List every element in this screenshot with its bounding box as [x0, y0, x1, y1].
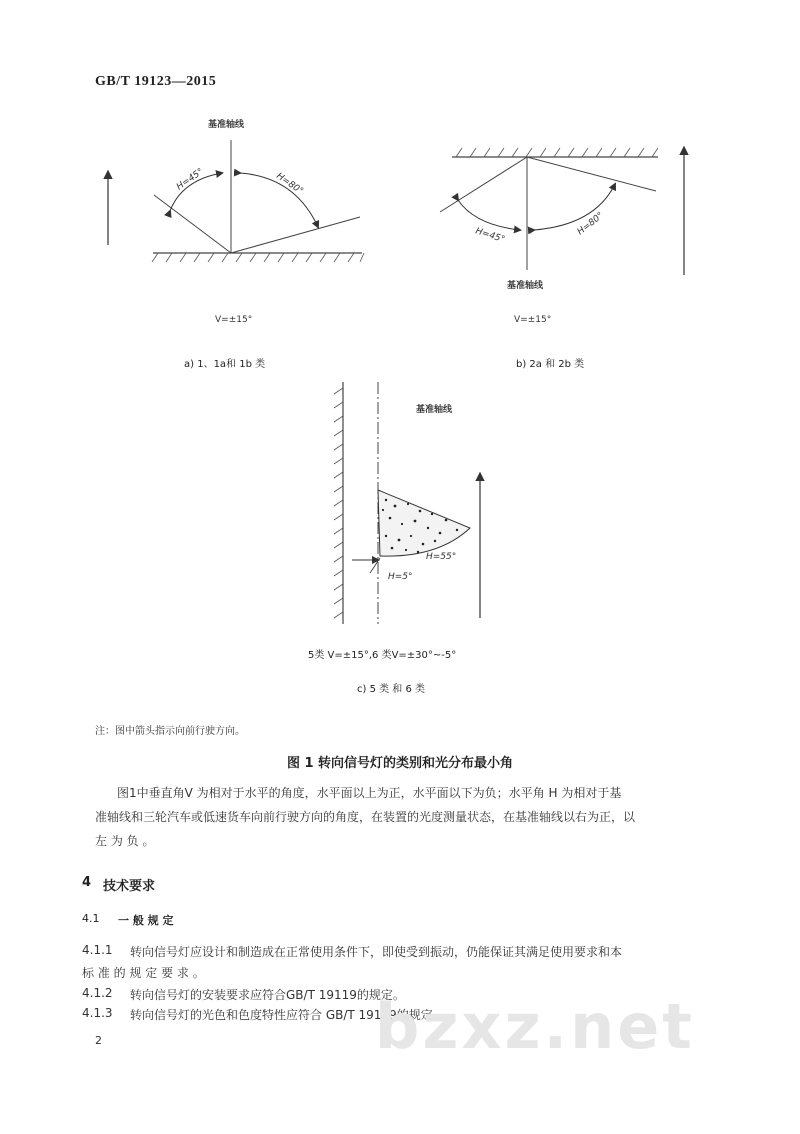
figure-c-v-label: 5类 V=±15°,6 类V=±30°~-5°: [308, 650, 457, 661]
axis-label: 基准轴线: [208, 120, 245, 130]
h80-arc: [534, 184, 615, 230]
clause-411-number: 4.1.1: [82, 943, 113, 957]
section-41-title: 一 般 规 定: [118, 914, 174, 927]
clause-412-text: 转向信号灯的安装要求应符合GB/T 19119的规定。: [130, 988, 405, 1002]
axis-label: 基准轴线: [416, 405, 453, 415]
clause-411-cont: 标 准 的 规 定 要 求 。: [82, 966, 205, 980]
section-41-number: 4.1: [82, 912, 100, 925]
h45-arc: [458, 200, 520, 230]
section-4-number: 4: [82, 875, 92, 890]
axis-label: 基准轴线: [507, 281, 544, 291]
v-angle-label: V=±15°: [514, 315, 552, 325]
h45-line: [154, 195, 231, 253]
ceiling-hatching: [456, 148, 658, 157]
h80-label: H=80°: [575, 210, 606, 238]
h55-label: H=55°: [426, 552, 457, 562]
h45-label: H=45°: [174, 166, 206, 193]
figure-title: 图 1 转向信号灯的类别和光分布最小角: [286, 756, 514, 771]
figure-c-caption: c) 5 类 和 6 类: [357, 684, 426, 695]
wall-hatching: [334, 388, 343, 618]
paragraph-line-3: 左 为 负 。: [95, 834, 155, 848]
clause-413-number: 4.1.3: [82, 1006, 113, 1020]
h80-line: [527, 157, 656, 191]
clause-411-text: 转向信号灯应设计和制造成在正常使用条件下，即使受到振动，仍能保证其满足使用要求和本: [130, 945, 623, 959]
figure-b: [430, 130, 710, 330]
h80-label: H=80°: [274, 171, 305, 197]
paragraph-line-1: 图1中垂直角V 为相对于水平的角度，水平面以上为正，水平面以下为负；水平角 H 为相对于基: [117, 786, 622, 800]
figure-a: [90, 110, 380, 340]
h45-line: [440, 157, 527, 212]
figure-b-caption: b) 2a 和 2b 类: [516, 359, 585, 370]
clause-413-text: 转向信号灯的光色和色度特性应符合 GB/T 19119的规定。: [130, 1008, 445, 1022]
figure-a-caption: a) 1、1a和 1b 类: [184, 359, 266, 370]
h5-label: H=5°: [388, 572, 413, 582]
figure-note: 注：图中箭头指示向前行驶方向。: [95, 726, 245, 737]
figure-c: [320, 378, 500, 636]
paragraph-line-2: 准轴线和三轮汽车或低速货车向前行驶方向的角度，在装置的光度测量状态，在基准轴线以右为正，以: [95, 810, 636, 824]
h45-label: H=45°: [474, 226, 506, 246]
watermark: bzxz.net: [375, 990, 695, 1063]
light-distribution-sector: [378, 490, 470, 556]
v-angle-label: V=±15°: [215, 315, 253, 325]
h80-line: [231, 217, 360, 253]
clause-412-number: 4.1.2: [82, 986, 113, 1000]
page-number: 2: [95, 1034, 102, 1047]
standard-number: GB/T 19123—2015: [95, 74, 217, 89]
ground-hatching: [152, 253, 364, 262]
section-4-title: 技术要求: [103, 879, 156, 894]
